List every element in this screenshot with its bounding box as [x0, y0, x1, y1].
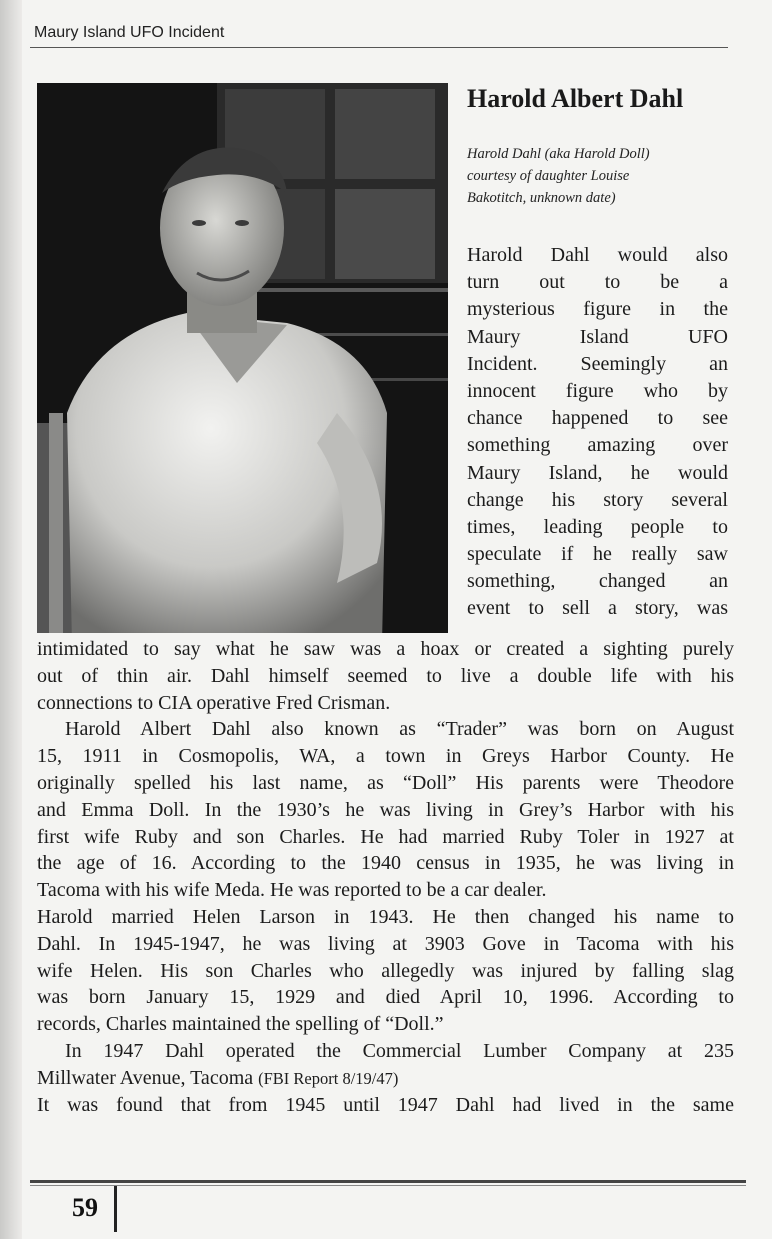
- text-line: Dahl. In 1945-1947, he was living at 3903 Gove in Tacoma with his: [37, 932, 734, 955]
- text-line: Harold Dahl would also: [467, 244, 728, 266]
- text-line: wife Helen. His son Charles who allegedly was injured by falling slag: [37, 959, 734, 982]
- footer-rule-thin: [30, 1185, 746, 1186]
- text-line: mysterious figure in the: [467, 298, 728, 321]
- text-line: times, leading people to: [467, 515, 728, 538]
- text-line: It was found that from 1945 until 1947 Dahl had lived in the same: [37, 1093, 734, 1116]
- side-column-text: [467, 242, 728, 623]
- body-text: [37, 636, 734, 1118]
- text-line: [37, 1065, 734, 1092]
- text-line: was born January 15, 1929 and died April 10, 1996. According to: [37, 986, 734, 1009]
- page-number: 59: [72, 1193, 98, 1222]
- portrait-photo: [37, 83, 448, 633]
- text-line: Harold married Helen Larson in 1943. He then changed his name to: [37, 905, 734, 928]
- text-line: something, changed an: [467, 570, 728, 593]
- text-fragment: Millwater Avenue, Tacoma: [37, 1066, 259, 1089]
- text-line: change his story several: [467, 488, 728, 511]
- caption-line: courtesy of daughter Louise: [467, 168, 630, 184]
- text-line: first wife Ruby and son Charles. He had married Ruby Toler in 1927 at: [37, 825, 734, 848]
- text-line: something amazing over: [467, 434, 728, 457]
- section-title: Harold Albert Dahl: [467, 84, 684, 113]
- text-line: Incident. Seemingly an: [467, 352, 728, 375]
- running-header: Maury Island UFO Incident: [34, 24, 225, 41]
- text-line: originally spelled his last name, as “Doll” His parents were Theodore: [37, 771, 734, 794]
- footer-rule: [30, 1180, 746, 1183]
- text-line: the age of 16. According to the 1940 census in 1935, he was living in: [37, 852, 734, 875]
- portrait-illustration: [37, 83, 448, 633]
- text-line: Maury Island, he would: [467, 461, 728, 484]
- text-line: records, Charles maintained the spelling of “Doll.”: [37, 1013, 444, 1036]
- text-line: chance happened to see: [467, 407, 728, 430]
- text-line: Maury Island UFO: [467, 325, 728, 348]
- text-line: Harold Albert Dahl also known as “Trader” was born on August: [65, 718, 734, 741]
- text-line: connections to CIA operative Fred Crisman.: [37, 691, 391, 714]
- photo-caption: [467, 143, 717, 209]
- text-line: In 1947 Dahl operated the Commercial Lumber Company at 235: [65, 1039, 734, 1062]
- page-number-divider: [114, 1186, 117, 1232]
- text-line: event to sell a story, was: [467, 597, 728, 620]
- caption-line: Bakotitch, unknown date): [467, 190, 616, 206]
- header-rule: [30, 47, 728, 48]
- text-line: out of thin air. Dahl himself seemed to live a double life with his: [37, 664, 734, 687]
- text-line: innocent figure who by: [467, 379, 728, 402]
- text-line: intimidated to say what he saw was a hoax or created a sighting purely: [37, 638, 734, 660]
- text-line: 15, 1911 in Cosmopolis, WA, a town in Greys Harbor County. He: [37, 745, 734, 768]
- text-line: and Emma Doll. In the 1930’s he was living in Grey’s Harbor with his: [37, 798, 734, 821]
- caption-line: Harold Dahl (aka Harold Doll): [467, 146, 650, 162]
- text-line: turn out to be a: [467, 271, 728, 294]
- text-line: speculate if he really saw: [467, 543, 728, 566]
- fbi-report-citation: (FBI Report 8/19/47): [258, 1068, 399, 1088]
- book-spine-shadow: [0, 0, 22, 1239]
- text-line: Tacoma with his wife Meda. He was reported to be a car dealer.: [37, 879, 547, 902]
